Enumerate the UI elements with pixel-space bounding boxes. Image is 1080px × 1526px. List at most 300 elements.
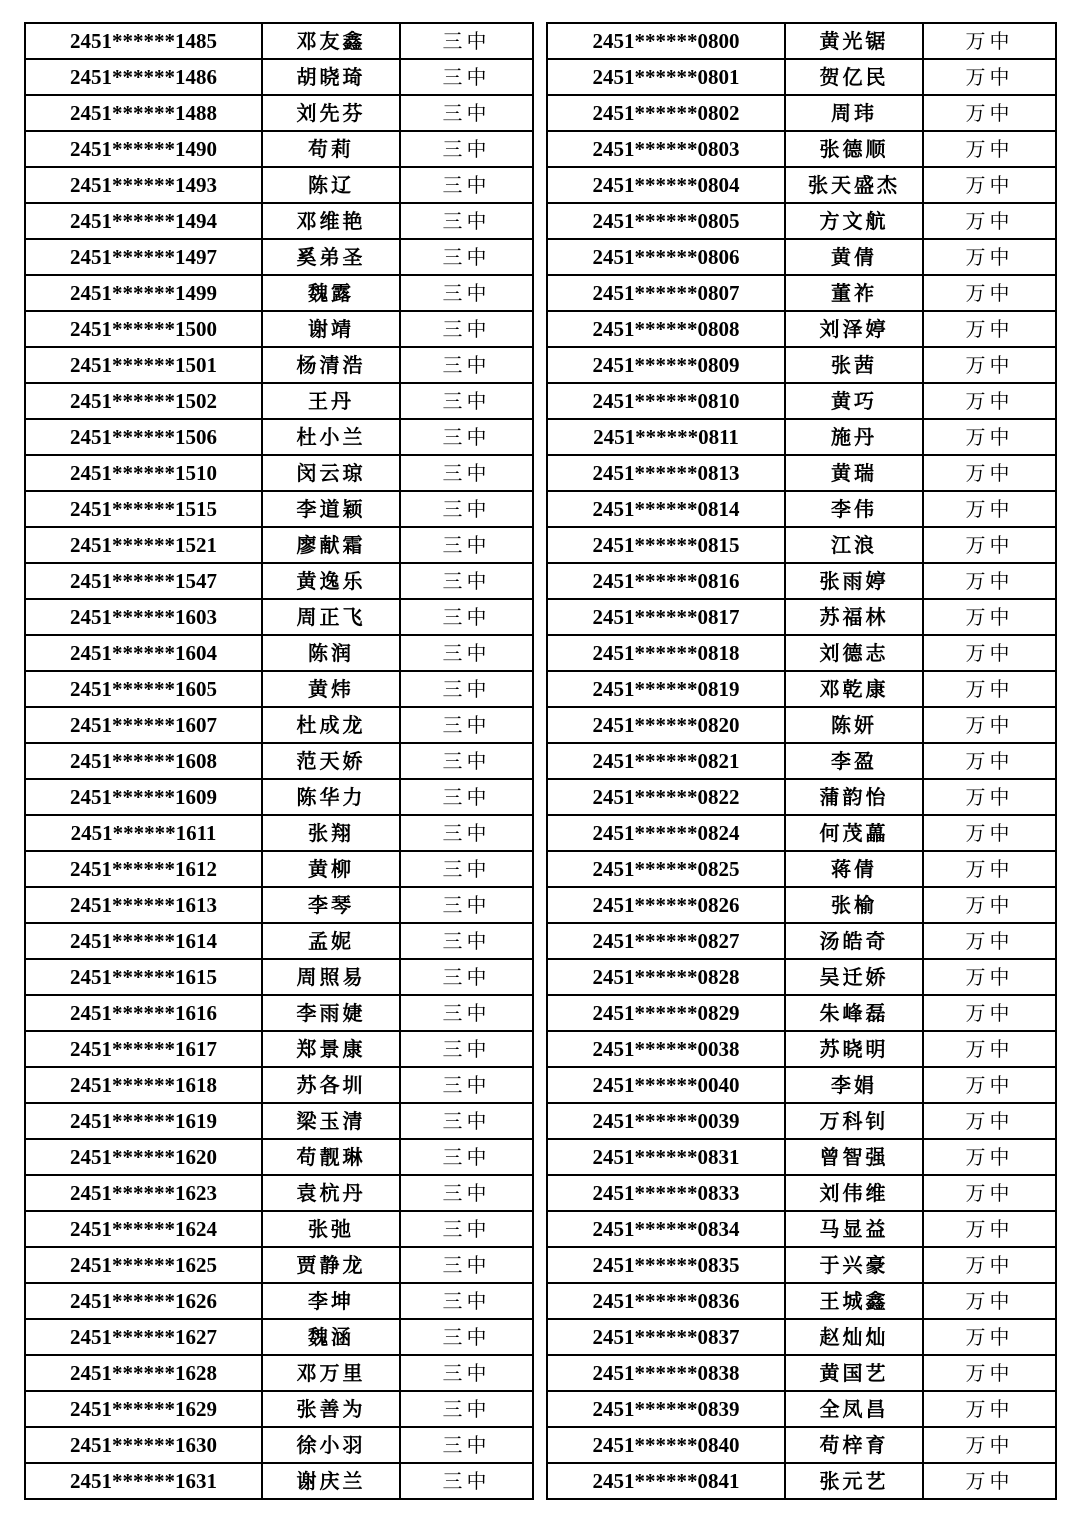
school-cell: 万中: [923, 131, 1056, 167]
school-cell: 万中: [923, 671, 1056, 707]
candidate-id-cell: 2451******0825: [547, 851, 785, 887]
student-name-cell: 苟靓琳: [262, 1139, 400, 1175]
school-cell: 三中: [400, 167, 533, 203]
table-row: [25, 383, 533, 419]
student-name-cell: 刘泽婷: [785, 311, 923, 347]
school-cell: 万中: [923, 779, 1056, 815]
table-row: [25, 743, 533, 779]
student-name-cell: 陈润: [262, 635, 400, 671]
student-name-cell: 李娟: [785, 1067, 923, 1103]
table-row: [547, 743, 1056, 779]
table-row: [547, 455, 1056, 491]
table-row: [547, 131, 1056, 167]
table-row: [25, 131, 533, 167]
student-name-cell: 张榆: [785, 887, 923, 923]
table-row: [547, 1175, 1056, 1211]
candidate-id-cell: 2451******0805: [547, 203, 785, 239]
student-name-cell: 李坤: [262, 1283, 400, 1319]
school-cell: 三中: [400, 563, 533, 599]
student-name-cell: 王城鑫: [785, 1283, 923, 1319]
school-cell: 万中: [923, 1067, 1056, 1103]
school-cell: 万中: [923, 1175, 1056, 1211]
candidate-id-cell: 2451******1499: [25, 275, 262, 311]
table-row: [25, 923, 533, 959]
table-row: [25, 203, 533, 239]
candidate-id-cell: 2451******0820: [547, 707, 785, 743]
table-row: [547, 59, 1056, 95]
table-row: [25, 1031, 533, 1067]
table-row: [547, 23, 1056, 59]
candidate-id-cell: 2451******0813: [547, 455, 785, 491]
school-cell: 三中: [400, 995, 533, 1031]
table-row: [25, 455, 533, 491]
table-row: [25, 275, 533, 311]
student-name-cell: 施丹: [785, 419, 923, 455]
candidate-id-cell: 2451******1627: [25, 1319, 262, 1355]
school-cell: 三中: [400, 419, 533, 455]
table-row: [25, 995, 533, 1031]
student-name-cell: 陈华力: [262, 779, 400, 815]
student-name-cell: 周正飞: [262, 599, 400, 635]
student-name-cell: 袁杭丹: [262, 1175, 400, 1211]
candidate-id-cell: 2451******1619: [25, 1103, 262, 1139]
school-cell: 万中: [923, 995, 1056, 1031]
candidate-id-cell: 2451******1500: [25, 311, 262, 347]
student-name-cell: 杜成龙: [262, 707, 400, 743]
school-cell: 万中: [923, 1103, 1056, 1139]
table-row: [25, 491, 533, 527]
school-cell: 三中: [400, 1247, 533, 1283]
candidate-id-cell: 2451******1488: [25, 95, 262, 131]
candidate-id-cell: 2451******0815: [547, 527, 785, 563]
school-cell: 三中: [400, 491, 533, 527]
student-name-cell: 张德顺: [785, 131, 923, 167]
table-row: [547, 635, 1056, 671]
candidate-id-cell: 2451******0839: [547, 1391, 785, 1427]
candidate-id-cell: 2451******0819: [547, 671, 785, 707]
table-row: [25, 1391, 533, 1427]
student-name-cell: 蒋倩: [785, 851, 923, 887]
candidate-id-cell: 2451******0827: [547, 923, 785, 959]
table-row: [25, 563, 533, 599]
student-name-cell: 马显益: [785, 1211, 923, 1247]
school-cell: 三中: [400, 383, 533, 419]
table-row: [25, 1319, 533, 1355]
student-name-cell: 胡晓琦: [262, 59, 400, 95]
school-cell: 三中: [400, 1355, 533, 1391]
student-name-cell: 黄逸乐: [262, 563, 400, 599]
school-cell: 三中: [400, 239, 533, 275]
student-name-cell: 郑景康: [262, 1031, 400, 1067]
candidate-id-cell: 2451******1630: [25, 1427, 262, 1463]
table-row: [547, 1139, 1056, 1175]
table-row: [547, 419, 1056, 455]
candidate-id-cell: 2451******1605: [25, 671, 262, 707]
candidate-id-cell: 2451******0814: [547, 491, 785, 527]
school-cell: 三中: [400, 1283, 533, 1319]
candidate-id-cell: 2451******0817: [547, 599, 785, 635]
table-row: [25, 1211, 533, 1247]
school-cell: 万中: [923, 1427, 1056, 1463]
candidate-id-cell: 2451******1614: [25, 923, 262, 959]
student-name-cell: 刘伟维: [785, 1175, 923, 1211]
candidate-id-cell: 2451******0040: [547, 1067, 785, 1103]
student-name-cell: 于兴豪: [785, 1247, 923, 1283]
student-name-cell: 苟莉: [262, 131, 400, 167]
candidate-id-cell: 2451******1485: [25, 23, 262, 59]
student-name-cell: 何茂藟: [785, 815, 923, 851]
candidate-id-cell: 2451******0803: [547, 131, 785, 167]
student-name-cell: 方文航: [785, 203, 923, 239]
roster-table-right-body: [547, 23, 1056, 1499]
student-name-cell: 李雨婕: [262, 995, 400, 1031]
table-row: [547, 1031, 1056, 1067]
school-cell: 万中: [923, 59, 1056, 95]
student-name-cell: 王丹: [262, 383, 400, 419]
school-cell: 三中: [400, 455, 533, 491]
table-row: [547, 1067, 1056, 1103]
school-cell: 万中: [923, 815, 1056, 851]
school-cell: 万中: [923, 167, 1056, 203]
candidate-id-cell: 2451******1617: [25, 1031, 262, 1067]
school-cell: 三中: [400, 1319, 533, 1355]
table-row: [25, 851, 533, 887]
school-cell: 万中: [923, 455, 1056, 491]
student-name-cell: 陈辽: [262, 167, 400, 203]
student-name-cell: 张弛: [262, 1211, 400, 1247]
table-row: [547, 779, 1056, 815]
candidate-id-cell: 2451******0809: [547, 347, 785, 383]
table-row: [25, 815, 533, 851]
candidate-id-cell: 2451******1618: [25, 1067, 262, 1103]
candidate-id-cell: 2451******0038: [547, 1031, 785, 1067]
candidate-id-cell: 2451******0039: [547, 1103, 785, 1139]
student-name-cell: 邓万里: [262, 1355, 400, 1391]
school-cell: 三中: [400, 347, 533, 383]
table-row: [547, 1247, 1056, 1283]
table-row: [547, 203, 1056, 239]
candidate-id-cell: 2451******0821: [547, 743, 785, 779]
student-name-cell: 谢靖: [262, 311, 400, 347]
student-name-cell: 黄柳: [262, 851, 400, 887]
table-row: [547, 887, 1056, 923]
school-cell: 万中: [923, 1211, 1056, 1247]
table-row: [547, 167, 1056, 203]
school-cell: 万中: [923, 527, 1056, 563]
school-cell: 万中: [923, 563, 1056, 599]
table-row: [25, 239, 533, 275]
student-name-cell: 廖献霜: [262, 527, 400, 563]
student-name-cell: 李盈: [785, 743, 923, 779]
table-row: [25, 311, 533, 347]
student-name-cell: 张茜: [785, 347, 923, 383]
school-cell: 万中: [923, 959, 1056, 995]
school-cell: 三中: [400, 59, 533, 95]
school-cell: 三中: [400, 779, 533, 815]
student-name-cell: 邓维艳: [262, 203, 400, 239]
school-cell: 万中: [923, 383, 1056, 419]
student-name-cell: 梁玉清: [262, 1103, 400, 1139]
table-row: [25, 95, 533, 131]
student-name-cell: 汤皓奇: [785, 923, 923, 959]
school-cell: 万中: [923, 1391, 1056, 1427]
table-row: [25, 1427, 533, 1463]
table-row: [547, 959, 1056, 995]
candidate-id-cell: 2451******0808: [547, 311, 785, 347]
school-cell: 三中: [400, 1067, 533, 1103]
table-row: [547, 1391, 1056, 1427]
candidate-id-cell: 2451******0841: [547, 1463, 785, 1499]
school-cell: 三中: [400, 275, 533, 311]
student-name-cell: 黄瑞: [785, 455, 923, 491]
table-row: [547, 599, 1056, 635]
school-cell: 万中: [923, 1463, 1056, 1499]
table-row: [25, 959, 533, 995]
candidate-id-cell: 2451******1494: [25, 203, 262, 239]
candidate-id-cell: 2451******1609: [25, 779, 262, 815]
candidate-id-cell: 2451******0826: [547, 887, 785, 923]
student-name-cell: 苏各圳: [262, 1067, 400, 1103]
student-name-cell: 曾智强: [785, 1139, 923, 1175]
candidate-id-cell: 2451******1624: [25, 1211, 262, 1247]
student-name-cell: 周照易: [262, 959, 400, 995]
candidate-id-cell: 2451******1612: [25, 851, 262, 887]
roster-table-left: [24, 22, 534, 1500]
school-cell: 万中: [923, 923, 1056, 959]
school-cell: 三中: [400, 527, 533, 563]
candidate-id-cell: 2451******1611: [25, 815, 262, 851]
candidate-id-cell: 2451******1603: [25, 599, 262, 635]
candidate-id-cell: 2451******1497: [25, 239, 262, 275]
candidate-id-cell: 2451******1608: [25, 743, 262, 779]
school-cell: 万中: [923, 707, 1056, 743]
student-name-cell: 谢庆兰: [262, 1463, 400, 1499]
school-cell: 三中: [400, 1211, 533, 1247]
student-name-cell: 张元艺: [785, 1463, 923, 1499]
candidate-id-cell: 2451******0834: [547, 1211, 785, 1247]
table-row: [547, 815, 1056, 851]
candidate-id-cell: 2451******0824: [547, 815, 785, 851]
table-row: [25, 167, 533, 203]
school-cell: 万中: [923, 203, 1056, 239]
table-row: [547, 1463, 1056, 1499]
table-row: [25, 527, 533, 563]
student-name-cell: 江浪: [785, 527, 923, 563]
candidate-id-cell: 2451******0811: [547, 419, 785, 455]
candidate-id-cell: 2451******1631: [25, 1463, 262, 1499]
student-name-cell: 闵云琼: [262, 455, 400, 491]
school-cell: 三中: [400, 1391, 533, 1427]
school-cell: 万中: [923, 239, 1056, 275]
candidate-id-cell: 2451******0829: [547, 995, 785, 1031]
table-row: [25, 1283, 533, 1319]
school-cell: 万中: [923, 311, 1056, 347]
table-row: [547, 491, 1056, 527]
student-name-cell: 董祚: [785, 275, 923, 311]
student-name-cell: 张雨婷: [785, 563, 923, 599]
student-name-cell: 李伟: [785, 491, 923, 527]
school-cell: 三中: [400, 887, 533, 923]
table-row: [547, 923, 1056, 959]
candidate-id-cell: 2451******1486: [25, 59, 262, 95]
candidate-id-cell: 2451******0807: [547, 275, 785, 311]
candidate-id-cell: 2451******0800: [547, 23, 785, 59]
school-cell: 三中: [400, 599, 533, 635]
table-row: [25, 1247, 533, 1283]
roster-table-left-body: [25, 23, 533, 1499]
candidate-id-cell: 2451******0806: [547, 239, 785, 275]
candidate-id-cell: 2451******1629: [25, 1391, 262, 1427]
student-name-cell: 黄倩: [785, 239, 923, 275]
candidate-id-cell: 2451******0835: [547, 1247, 785, 1283]
table-row: [547, 383, 1056, 419]
candidate-id-cell: 2451******1502: [25, 383, 262, 419]
school-cell: 三中: [400, 1103, 533, 1139]
candidate-id-cell: 2451******1493: [25, 167, 262, 203]
candidate-id-cell: 2451******0833: [547, 1175, 785, 1211]
student-name-cell: 魏露: [262, 275, 400, 311]
candidate-id-cell: 2451******1615: [25, 959, 262, 995]
candidate-id-cell: 2451******1623: [25, 1175, 262, 1211]
student-name-cell: 周玮: [785, 95, 923, 131]
school-cell: 三中: [400, 95, 533, 131]
student-name-cell: 贾静龙: [262, 1247, 400, 1283]
school-cell: 三中: [400, 23, 533, 59]
table-row: [547, 851, 1056, 887]
table-row: [25, 1103, 533, 1139]
table-row: [547, 95, 1056, 131]
table-row: [25, 707, 533, 743]
student-name-cell: 黄国艺: [785, 1355, 923, 1391]
table-row: [25, 1355, 533, 1391]
student-name-cell: 黄巧: [785, 383, 923, 419]
student-name-cell: 苏晓明: [785, 1031, 923, 1067]
candidate-id-cell: 2451******0840: [547, 1427, 785, 1463]
student-name-cell: 李琴: [262, 887, 400, 923]
table-row: [547, 671, 1056, 707]
student-name-cell: 杨清浩: [262, 347, 400, 383]
table-row: [25, 1067, 533, 1103]
student-name-cell: 黄炜: [262, 671, 400, 707]
student-name-cell: 苏福林: [785, 599, 923, 635]
student-name-cell: 范天娇: [262, 743, 400, 779]
school-cell: 万中: [923, 1247, 1056, 1283]
candidate-id-cell: 2451******0828: [547, 959, 785, 995]
roster-table-right: [546, 22, 1057, 1500]
candidate-id-cell: 2451******0822: [547, 779, 785, 815]
table-row: [25, 779, 533, 815]
school-cell: 万中: [923, 1139, 1056, 1175]
school-cell: 三中: [400, 131, 533, 167]
candidate-id-cell: 2451******1515: [25, 491, 262, 527]
table-row: [547, 311, 1056, 347]
school-cell: 三中: [400, 203, 533, 239]
candidate-id-cell: 2451******1490: [25, 131, 262, 167]
candidate-id-cell: 2451******1625: [25, 1247, 262, 1283]
candidate-id-cell: 2451******1616: [25, 995, 262, 1031]
table-row: [547, 1355, 1056, 1391]
school-cell: 三中: [400, 815, 533, 851]
school-cell: 万中: [923, 1031, 1056, 1067]
school-cell: 万中: [923, 347, 1056, 383]
school-cell: 三中: [400, 1031, 533, 1067]
student-name-cell: 苟梓育: [785, 1427, 923, 1463]
student-name-cell: 张天盛杰: [785, 167, 923, 203]
table-row: [547, 1211, 1056, 1247]
table-row: [547, 347, 1056, 383]
school-cell: 三中: [400, 923, 533, 959]
student-name-cell: 杜小兰: [262, 419, 400, 455]
school-cell: 万中: [923, 23, 1056, 59]
student-name-cell: 陈妍: [785, 707, 923, 743]
table-row: [25, 671, 533, 707]
school-cell: 万中: [923, 743, 1056, 779]
table-row: [547, 1319, 1056, 1355]
table-row: [25, 1463, 533, 1499]
table-row: [25, 599, 533, 635]
candidate-id-cell: 2451******1521: [25, 527, 262, 563]
student-name-cell: 张善为: [262, 1391, 400, 1427]
student-name-cell: 吴迁娇: [785, 959, 923, 995]
school-cell: 万中: [923, 1319, 1056, 1355]
student-name-cell: 刘先芬: [262, 95, 400, 131]
school-cell: 万中: [923, 635, 1056, 671]
candidate-id-cell: 2451******0816: [547, 563, 785, 599]
school-cell: 三中: [400, 635, 533, 671]
student-name-cell: 奚弟圣: [262, 239, 400, 275]
candidate-id-cell: 2451******0837: [547, 1319, 785, 1355]
school-cell: 三中: [400, 1139, 533, 1175]
student-name-cell: 邓友鑫: [262, 23, 400, 59]
table-row: [547, 1427, 1056, 1463]
candidate-id-cell: 2451******1547: [25, 563, 262, 599]
school-cell: 三中: [400, 959, 533, 995]
student-name-cell: 黄光锯: [785, 23, 923, 59]
school-cell: 万中: [923, 1283, 1056, 1319]
table-row: [547, 563, 1056, 599]
student-name-cell: 徐小羽: [262, 1427, 400, 1463]
candidate-id-cell: 2451******1613: [25, 887, 262, 923]
school-cell: 万中: [923, 419, 1056, 455]
candidate-id-cell: 2451******0804: [547, 167, 785, 203]
candidate-id-cell: 2451******1604: [25, 635, 262, 671]
student-name-cell: 张翔: [262, 815, 400, 851]
table-row: [547, 707, 1056, 743]
table-row: [25, 887, 533, 923]
table-row: [25, 635, 533, 671]
student-name-cell: 蒲韵怡: [785, 779, 923, 815]
candidate-id-cell: 2451******0801: [547, 59, 785, 95]
school-cell: 三中: [400, 743, 533, 779]
school-cell: 万中: [923, 95, 1056, 131]
candidate-id-cell: 2451******0836: [547, 1283, 785, 1319]
student-name-cell: 李道颖: [262, 491, 400, 527]
school-cell: 三中: [400, 851, 533, 887]
table-row: [25, 1175, 533, 1211]
table-row: [25, 1139, 533, 1175]
school-cell: 三中: [400, 1175, 533, 1211]
candidate-id-cell: 2451******0838: [547, 1355, 785, 1391]
school-cell: 三中: [400, 311, 533, 347]
school-cell: 三中: [400, 1427, 533, 1463]
candidate-id-cell: 2451******1501: [25, 347, 262, 383]
table-row: [547, 1103, 1056, 1139]
candidate-id-cell: 2451******0818: [547, 635, 785, 671]
student-name-cell: 贺亿民: [785, 59, 923, 95]
candidate-id-cell: 2451******1628: [25, 1355, 262, 1391]
school-cell: 万中: [923, 275, 1056, 311]
school-cell: 三中: [400, 671, 533, 707]
